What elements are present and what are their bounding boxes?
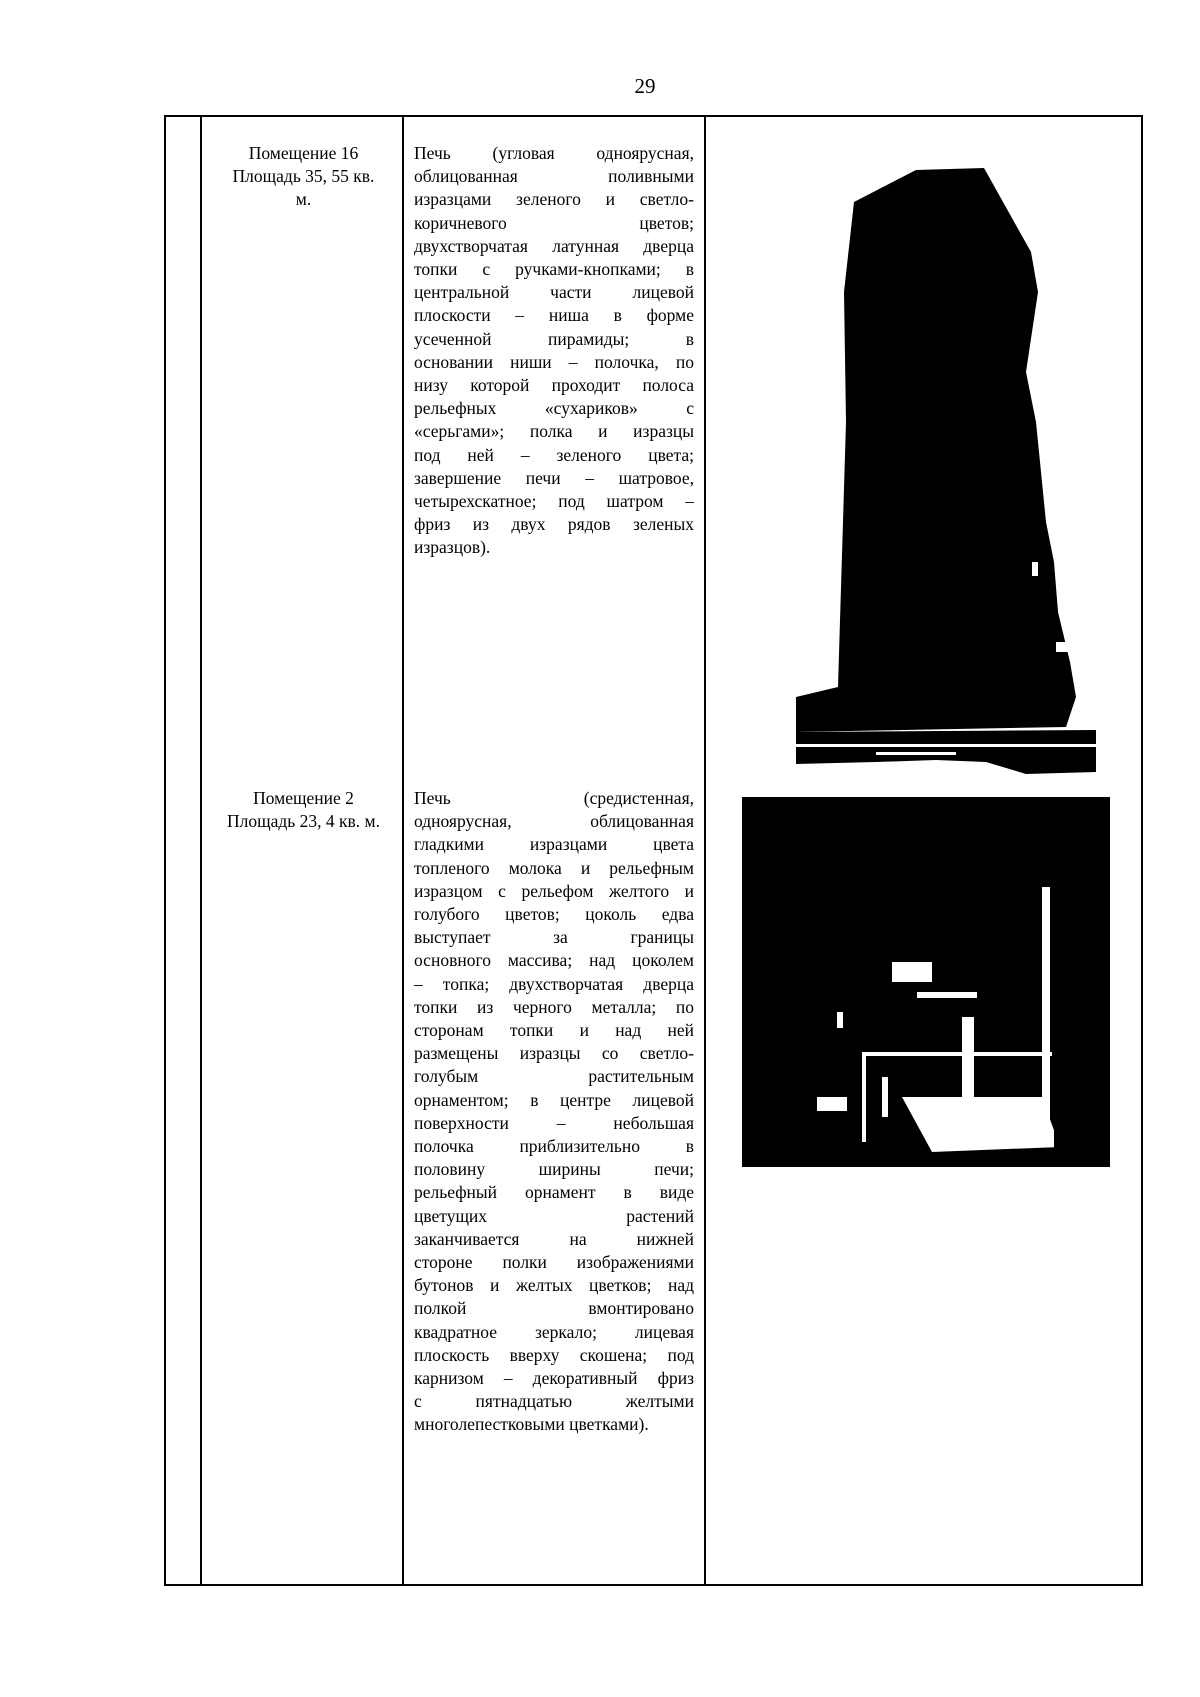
description-line: основании ниши – полочка, по — [414, 351, 694, 372]
description-line: выступает за границы — [414, 927, 694, 948]
description-line: центральной части лицевой — [414, 282, 694, 303]
description-line: четырехскатное; под шатром – — [414, 491, 694, 512]
description-line: Печь (угловая одноярусная, — [414, 143, 694, 163]
description-line: топки из черного металла; по — [414, 996, 694, 1017]
page-number: 29 — [634, 74, 656, 98]
description-line: коричневого цветов; — [414, 212, 694, 233]
description-line: голубым растительным — [414, 1066, 694, 1087]
description-line: «серьгами»; полка и изразцы — [414, 421, 694, 442]
stove-photo-2 — [742, 797, 1110, 1167]
description-line: заканчивается на нижней — [414, 1228, 694, 1249]
description-line: плоскость вверху скошена; под — [414, 1344, 694, 1365]
description-cell — [414, 787, 694, 1437]
description-line: рельефных «сухариков» с — [414, 398, 694, 419]
stove-photo-1 — [756, 142, 1106, 792]
description-line: орнаментом; в центре лицевой — [414, 1089, 694, 1110]
column-divider — [704, 117, 706, 1584]
description-line: двухстворчатая латунная дверца — [414, 235, 694, 256]
description-line: половину ширины печи; — [414, 1159, 694, 1180]
stove-photo-1-image — [756, 142, 1106, 792]
table — [164, 115, 1143, 1586]
description-line: облицованная поливными — [414, 166, 694, 187]
description-cell — [414, 142, 694, 560]
column-divider — [402, 117, 404, 1584]
room-line: Помещение 16 — [248, 143, 359, 163]
description-line: – топка; двухстворчатая дверца — [414, 973, 694, 994]
description-line: многолепестковыми цветками). — [414, 1414, 649, 1435]
description-line: стороне полки изображениями — [414, 1252, 694, 1273]
description-line: низу которой проходит полоса — [414, 375, 694, 396]
description-line: карнизом – декоративный фриз — [414, 1368, 694, 1389]
description-line: квадратное зеркало; лицевая — [414, 1321, 694, 1342]
description-line: гладкими изразцами цвета — [414, 834, 694, 855]
column-divider — [200, 117, 202, 1584]
description-line: завершение печи – шатровое, — [414, 467, 694, 488]
description-line: под ней – зеленого цвета; — [414, 444, 694, 465]
description-line: бутонов и желтых цветков; над — [414, 1275, 694, 1296]
description-line: с пятнадцатью желтыми — [414, 1391, 694, 1412]
room-line: Помещение 2 — [253, 788, 354, 808]
description-line: голубого цветов; цоколь едва — [414, 904, 694, 925]
description-line: изразцом с рельефом желтого и — [414, 880, 694, 901]
description-line: плоскости – ниша в форме — [414, 305, 694, 326]
room-line: Площадь 23, 4 кв. м. — [227, 811, 380, 832]
room-cell — [206, 787, 401, 833]
description-line: полкой вмонтировано — [414, 1298, 694, 1319]
description-line: размещены изразцы со светло- — [414, 1043, 694, 1064]
description-line: усеченной пирамиды; в — [414, 328, 694, 349]
room-line: м. — [295, 189, 312, 210]
description-line: сторонам топки и над ней — [414, 1020, 694, 1041]
description-line: топки с ручками-кнопками; в — [414, 259, 694, 280]
description-line: поверхности – небольшая — [414, 1112, 694, 1133]
stove-photo-2-image — [742, 797, 1110, 1167]
description-line: полочка приблизительно в — [414, 1136, 694, 1157]
description-line: рельефный орнамент в виде — [414, 1182, 694, 1203]
description-line: изразцами зеленого и светло- — [414, 189, 694, 210]
description-line: Печь (средистенная, — [414, 788, 694, 808]
description-line: изразцов). — [414, 537, 491, 558]
description-line: одноярусная, облицованная — [414, 811, 694, 832]
description-line: основного массива; над цоколем — [414, 950, 694, 971]
description-line: фриз из двух рядов зеленых — [414, 514, 694, 535]
room-cell — [206, 142, 401, 212]
description-line: цветущих растений — [414, 1205, 694, 1226]
description-line: топленого молока и рельефным — [414, 857, 694, 878]
room-line: Площадь 35, 55 кв. — [232, 166, 375, 187]
